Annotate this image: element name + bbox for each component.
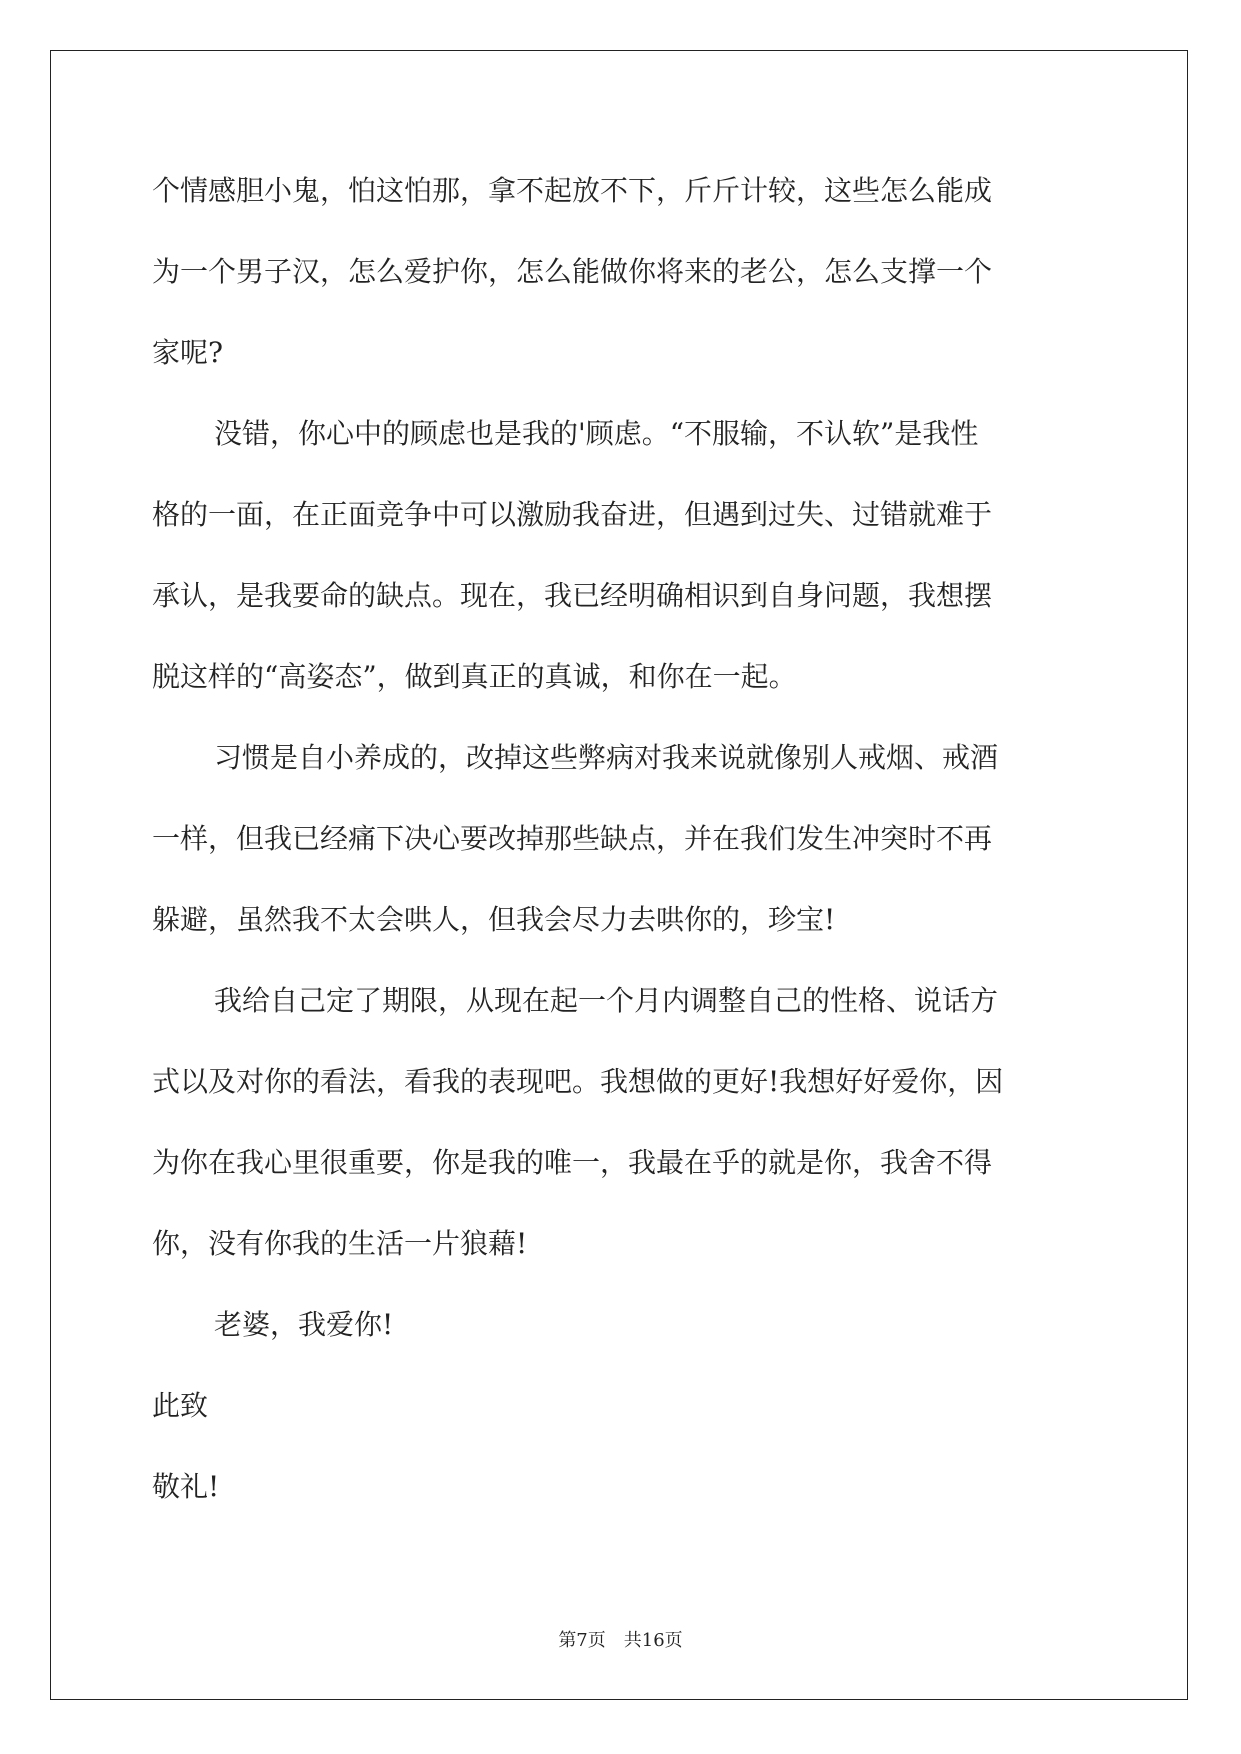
page-number: 第7页 共16页 bbox=[558, 1630, 683, 1651]
text-line: 格的一面，在正面竞争中可以激励我奋进，但遇到过失、过错就难于 bbox=[152, 498, 993, 531]
text-line: 家呢? bbox=[152, 336, 224, 369]
closing-line: 此致 bbox=[152, 1389, 209, 1422]
closing-line: 敬礼! bbox=[152, 1470, 220, 1503]
text-line: 脱这样的“高姿态”，做到真正的真诚，和你在一起。 bbox=[152, 660, 797, 693]
text-line: 躲避，虽然我不太会哄人，但我会尽力去哄你的，珍宝! bbox=[152, 903, 836, 936]
text-line: 一样，但我已经痛下决心要改掉那些缺点，并在我们发生冲突时不再 bbox=[152, 822, 993, 855]
document-body bbox=[152, 150, 1087, 1527]
text-line: 你，没有你我的生活一片狼藉! bbox=[152, 1227, 528, 1260]
text-line: 式以及对你的看法，看我的表现吧。我想做的更好!我想好好爱你，因 bbox=[152, 1065, 1004, 1098]
text-line: 老婆，我爱你! bbox=[214, 1308, 394, 1341]
text-line: 个情感胆小鬼，怕这怕那，拿不起放不下，斤斤计较，这些怎么能成 bbox=[152, 174, 993, 207]
text-line: 为你在我心里很重要，你是我的唯一，我最在乎的就是你，我舍不得 bbox=[152, 1146, 993, 1179]
text-line: 没错，你心中的顾虑也是我的'顾虑。“不服输，不认软”是我性 bbox=[214, 417, 979, 450]
text-line: 为一个男子汉，怎么爱护你，怎么能做你将来的老公，怎么支撑一个 bbox=[152, 255, 993, 288]
text-line: 承认，是我要命的缺点。现在，我已经明确相识到自身问题，我想摆 bbox=[152, 579, 993, 612]
text-line: 我给自己定了期限，从现在起一个月内调整自己的性格、说话方 bbox=[214, 984, 999, 1017]
text-line: 习惯是自小养成的，改掉这些弊病对我来说就像别人戒烟、戒酒 bbox=[214, 741, 999, 774]
